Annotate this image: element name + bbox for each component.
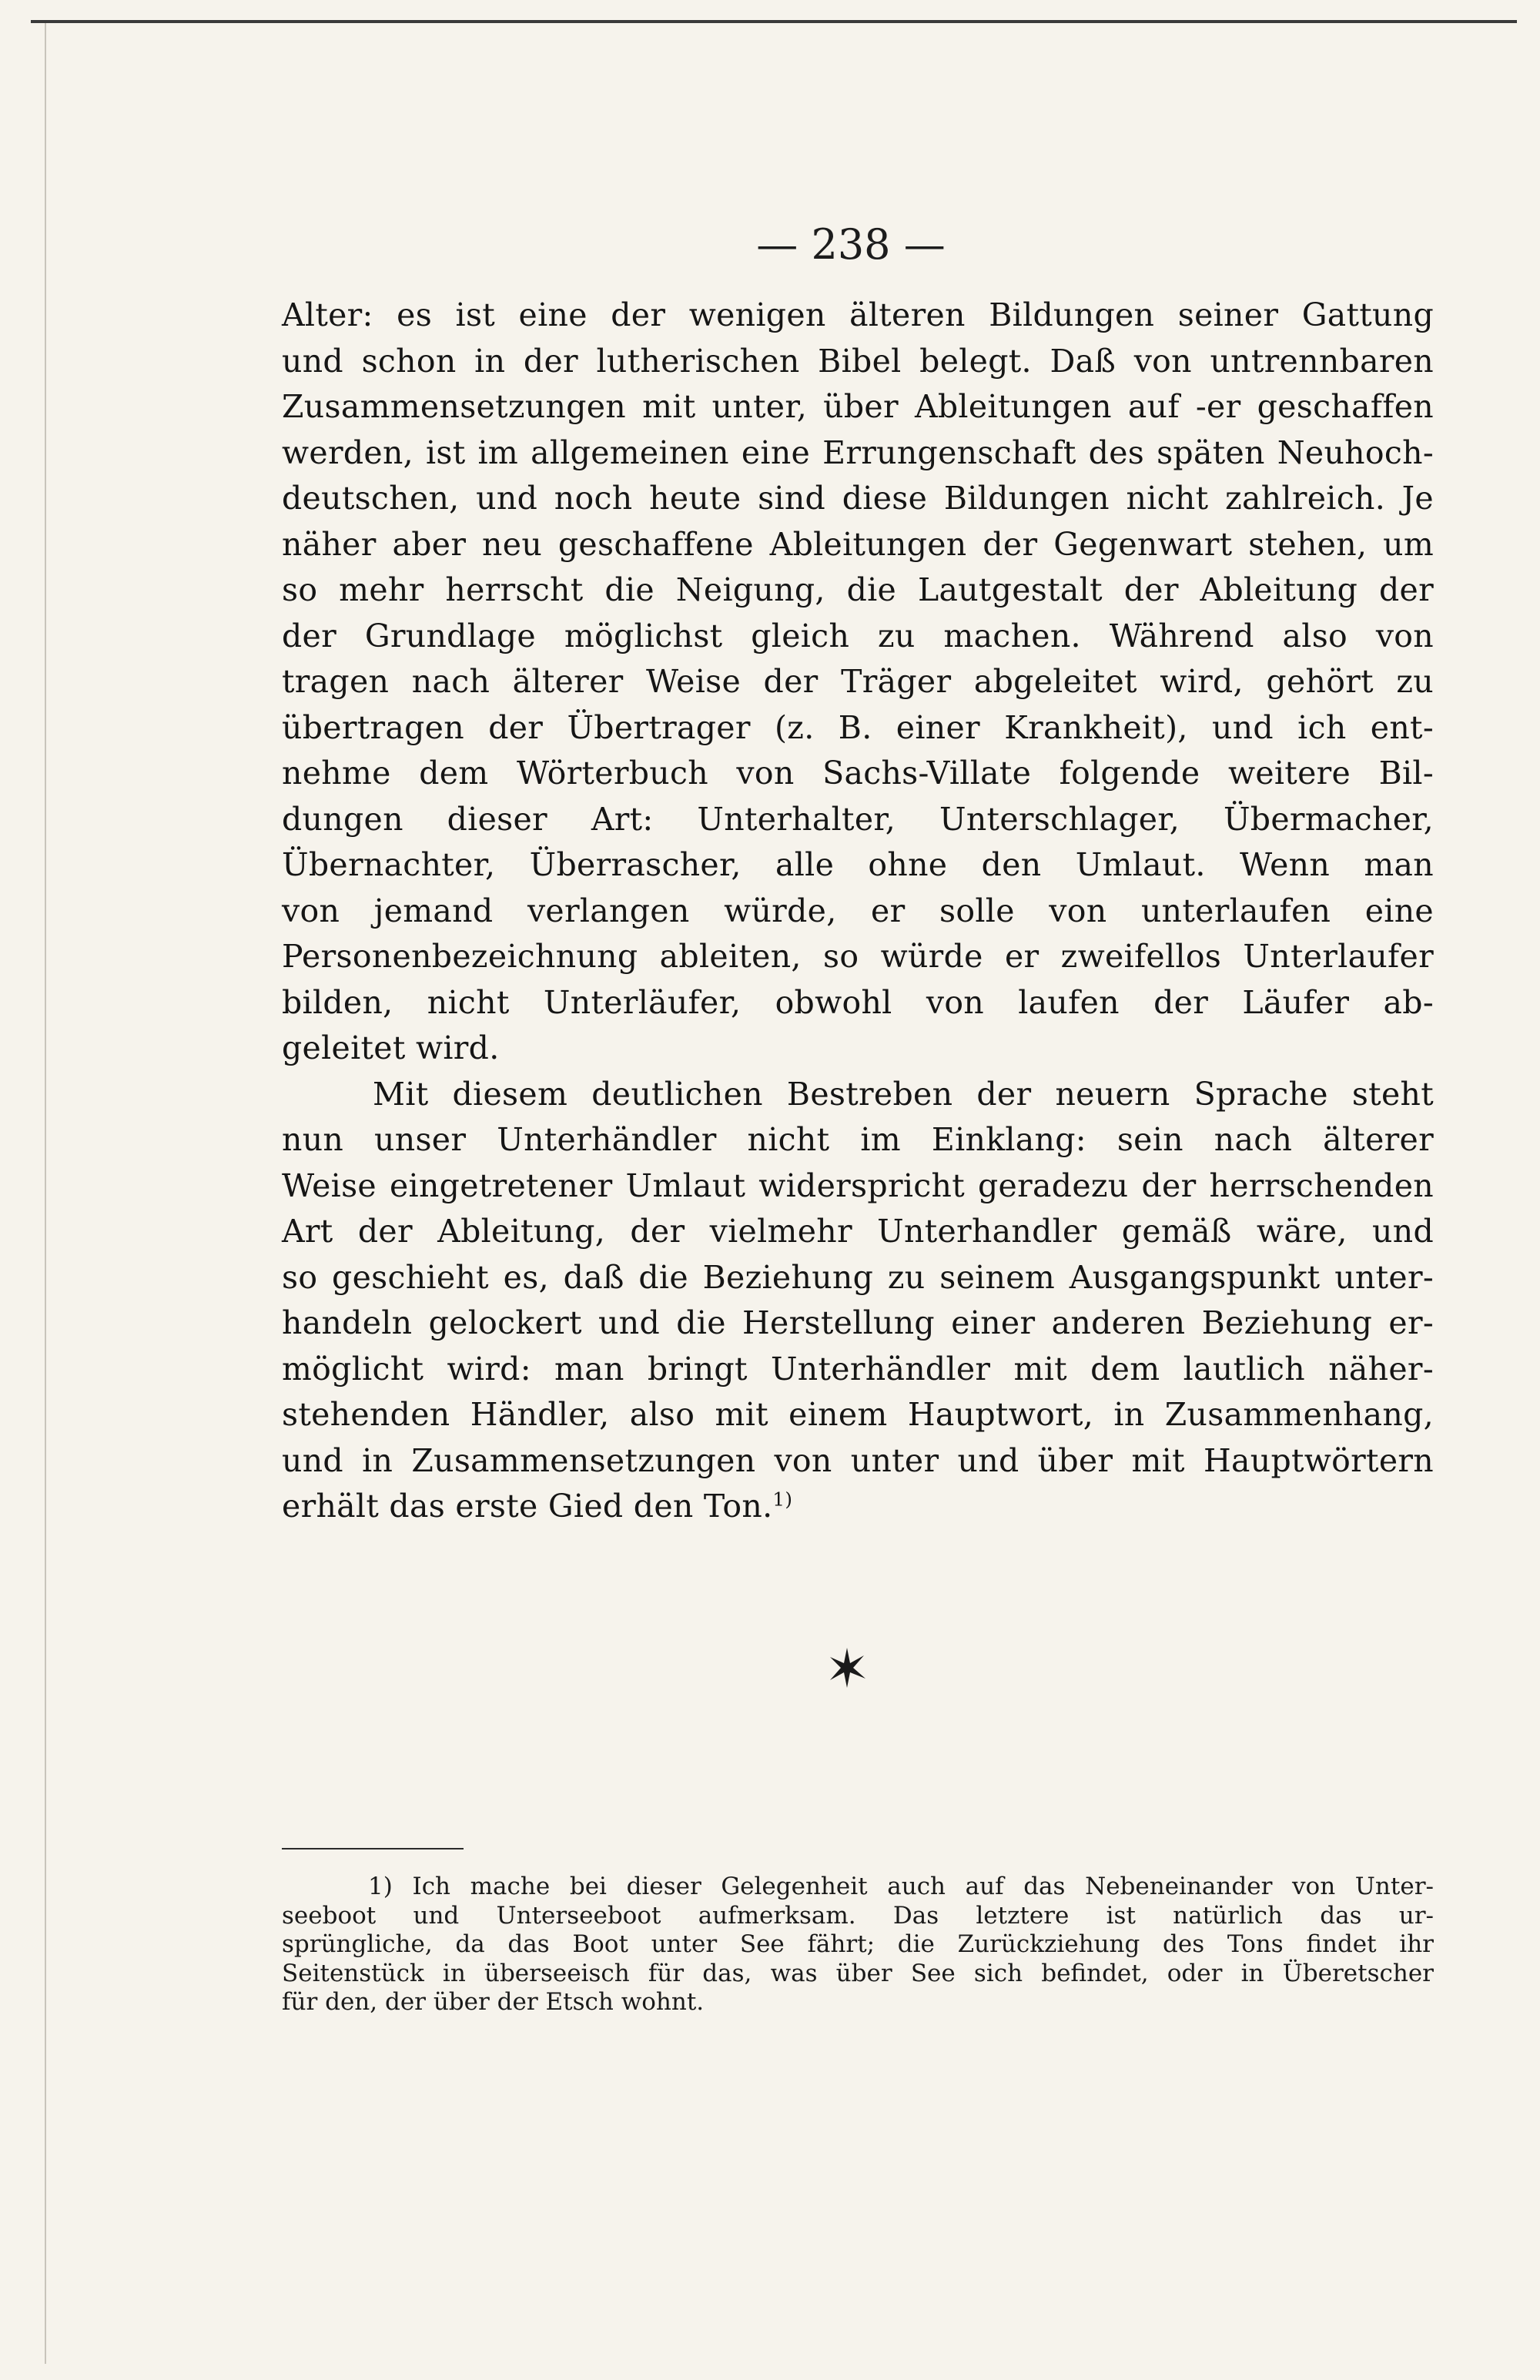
text-line: von jemand verlangen würde, er solle von unterlaufen eine — [282, 892, 1434, 929]
text-line: Zusammensetzungen mit unter, über Ableitungen auf -er geschaffen — [282, 388, 1434, 425]
footnote-rule — [282, 1848, 464, 1849]
text-line: nun unser Unterhändler nicht im Einklang: sein nach älterer — [282, 1121, 1434, 1158]
text-line: bilden, nicht Unterläufer, obwohl von laufen der Läufer ab- — [282, 983, 1434, 1021]
footnote-line: sprüngliche, da das Boot unter See fährt; die Zurückziehung des Tons findet ihr — [282, 1930, 1434, 1958]
text-line: Übernachter, Überrascher, alle ohne den Umlaut. Wenn man — [282, 846, 1434, 883]
text-line: Alter: es ist eine der wenigen älteren Bildungen seiner Gattung — [282, 296, 1434, 333]
body-text — [282, 293, 1434, 1530]
text-line: Weise eingetretener Umlaut widerspricht geradezu der herrschenden — [282, 1167, 1434, 1204]
page-number: — 238 — — [756, 220, 946, 269]
text-line: möglicht wird: man bringt Unterhändler mit dem lautlich näher- — [282, 1350, 1434, 1387]
text-line: der Grundlage möglichst gleich zu machen. Während also von — [282, 617, 1434, 654]
text-line: deutschen, und noch heute sind diese Bildungen nicht zahlreich. Je — [282, 480, 1434, 517]
text-line: Mit diesem deutlichen Bestreben der neuern Sprache steht — [373, 1075, 1434, 1113]
text-line-content: erhält das erste Gied den Ton. — [282, 1488, 773, 1525]
ornament-icon — [824, 1645, 870, 1691]
text-line: Art der Ableitung, der vielmehr Unterhandler gemäß wäre, und — [282, 1213, 1434, 1250]
text-line: und in Zusammensetzungen von unter und über mit Hauptwörtern — [282, 1441, 1434, 1479]
text-line: stehenden Händler, also mit einem Hauptwort, in Zusammenhang, — [282, 1396, 1434, 1433]
text-line: werden, ist im allgemeinen eine Errungenschaft des späten Neuhoch- — [282, 433, 1434, 471]
text-line: so mehr herrscht die Neigung, die Lautgestalt der Ableitung der — [282, 571, 1434, 608]
footnote-line: Seitenstück in überseeisch für das, was über See sich befindet, oder in Überetscher — [282, 1959, 1434, 1987]
footnote-line: 1) Ich mache bei dieser Gelegenheit auch auf das Nebeneinander von Unter- — [368, 1873, 1434, 1900]
footnotes — [282, 1873, 1434, 2017]
footnote-line: seeboot und Unterseeboot aufmerksam. Das letztere ist natürlich das ur- — [282, 1901, 1434, 1930]
text-line: dungen dieser Art: Unterhalter, Unterschlager, Übermacher, — [282, 800, 1434, 838]
text-line: geleitet wird. — [282, 1029, 500, 1066]
text-line: tragen nach älterer Weise der Träger abgeleitet wird, gehört zu — [282, 663, 1434, 700]
top-edge-rule — [31, 20, 1517, 23]
text-line: näher aber neu geschaffene Ableitungen der Gegenwart stehen, um — [282, 525, 1434, 563]
text-line: und schon in der lutherischen Bibel belegt. Daß von untrennbaren — [282, 342, 1434, 380]
text-line: Personenbezeichnung ableiten, so würde er zweifellos Unterlaufer — [282, 938, 1434, 975]
text-line — [282, 1484, 1434, 1530]
text-line: nehme dem Wörterbuch von Sachs-Villate folgende weitere Bil- — [282, 755, 1434, 792]
text-line: übertragen der Übertrager (z. B. einer Krankheit), und ich ent- — [282, 708, 1434, 746]
text-line: so geschieht es, daß die Beziehung zu seinem Ausgangspunkt unter- — [282, 1258, 1434, 1296]
text-line: handeln gelockert und die Herstellung einer anderen Beziehung er- — [282, 1304, 1434, 1341]
page-edge — [45, 23, 46, 2364]
footnote-line: für den, der über der Etsch wohnt. — [282, 1988, 705, 2016]
footnote-marker: 1) — [772, 1488, 793, 1511]
